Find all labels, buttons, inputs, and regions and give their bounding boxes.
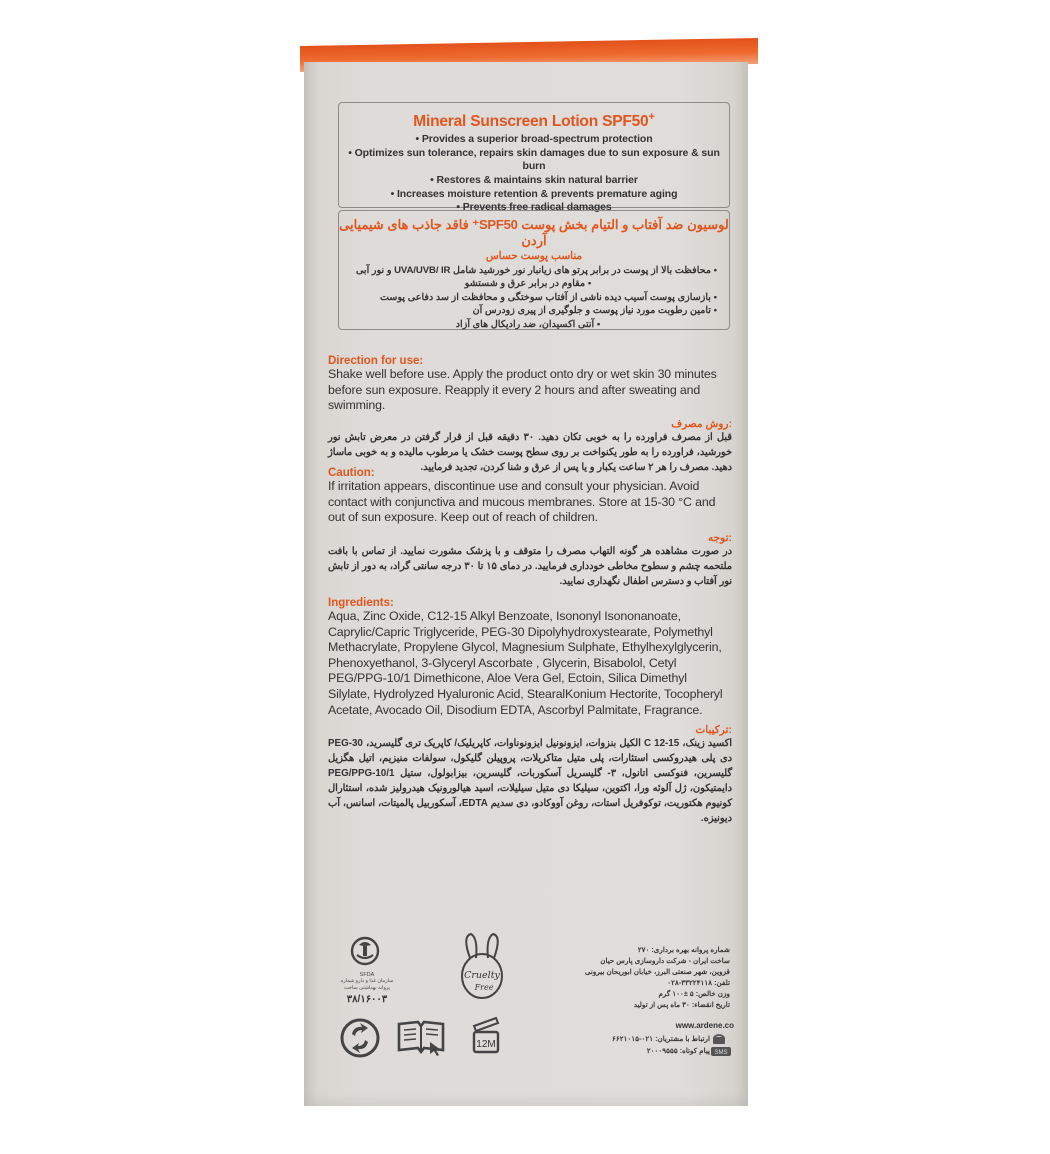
claim-item-fa: • مقاوم در برابر عرق و شستشو (339, 277, 717, 290)
claim-item: • Optimizes sun tolerance, repairs skin damages due to sun exposure & sun burn (339, 147, 729, 174)
info-line: قزوین، شهر صنعتی البرز، خیابان ابوریحان بیرونی (584, 967, 730, 976)
ingredients-text-fa: اکسید زینک، C 12-15 الکیل بنزوات، ایزونونیل ایزونوناوات، کاپریلیک/ کاپریک تری گلیسرید، PEG-30 دی پلی هیدروکسی استئارات، پلی متیل متاکریلات، پروپیلن گلیکول، سولفات منیزیم، اتیل هگزیل گلیسرین، فنوکسی اتانول، ۳- گلیسریل آسکوربات، گلیسرین، بیزابولول، ستیل PEG/PPG-10/1 دایمتیکون، ژل آلوئه ورا، اکتوین، سیلیکا دی متیل سیلیلات، اسید هیالورونیک هیدرولیز شده، استئارال کونیوم هکتوریت، توکوفریل استات، روغن آووکادو، دی سدیم EDTA، آسکوربیل پالمیتات، اسانس، آب دیونیزه. (328, 738, 733, 825)
svg-text:SMS: SMS (714, 1050, 728, 1056)
ingredients-heading: Ingredients: (328, 597, 394, 609)
info-line: تاریخ انقضاء: ۳۰ ماه پس از تولید (633, 1000, 730, 1009)
direction-text: Shake well before use. Apply the product onto dry or wet skin 30 minutes before sun exposure. Reapply it every 2 hours and after sweating and swimming. (328, 367, 717, 413)
direction-text-fa: قبل از مصرف فراورده را به خوبی تکان دهید. ۳۰ دقیقه قبل از قرار گرفتن در معرض تابش نور خورشید، فراورده را به طور یکنواخت بر روی سطح پوست خشک یا مرطوب مالیده و به خوبی ماساژ دهید. مصرف را هر ۲ ساعت یکبار و یا پس از عرق و شنا کردن، تجدید فرمایید. (328, 431, 732, 473)
info-line: وزن خالص: ۵ ±۱۰۰ گرم (658, 989, 730, 998)
claim-item: • Restores & maintains skin natural barrier (339, 174, 729, 188)
pao-jar-icon (470, 1016, 502, 1059)
persian-claims-list (339, 264, 729, 331)
caution-heading-fa: توجه: (708, 531, 732, 544)
claim-item-fa: • محافظت بالا از پوست در برابر پرتو های زیانبار نور خورشید شامل UVA/UVB/ IR و نور آبی (339, 264, 717, 277)
claim-item: • Provides a superior broad-spectrum protection (339, 133, 729, 147)
direction-section (328, 355, 732, 475)
sms-icon (711, 1045, 731, 1063)
english-claims-list (339, 133, 729, 215)
sms-line: پیام کوتاه: ۲۰۰۰۹۵۵۵ (646, 1046, 710, 1055)
info-line: شماره پروانه بهره برداری: ۲۷۰ (637, 945, 730, 954)
contact-info (534, 1020, 734, 1031)
read-leaflet-icon (396, 1018, 446, 1061)
claim-item-fa: • تامین رطوبت مورد نیاز پوست و جلوگیری از پیری زودرس آن (339, 304, 717, 317)
claim-item-fa: • آنتی اکسیدان، ضد رادیکال های آزاد (339, 318, 717, 331)
caution-heading: Caution: (328, 467, 375, 479)
sfda-caption: سازمان غذا و دارو شماره پروانه بهداشتی ساخت (340, 978, 394, 991)
cruelty-text: Cruelty (464, 970, 500, 981)
persian-claims-panel (338, 210, 730, 330)
manufacturer-info (522, 944, 730, 1010)
product-title: Mineral Sunscreen Lotion SPF50+ (413, 111, 655, 131)
info-line: ساخت ایران - شرکت داروسازی پارس حیان (600, 956, 730, 965)
ingredients-section (328, 597, 732, 826)
direction-heading-fa: روش مصرف: (671, 417, 732, 430)
product-title-fa: لوسیون ضد آفتاب و التیام بخش پوست SPF50⁺ فاقد جاذب های شیمیایی آردن (339, 217, 729, 248)
direction-heading: Direction for use: (328, 355, 424, 367)
caution-text-fa: در صورت مشاهده هر گونه التهاب مصرف را متوقف و با پزشک مشورت نمایید. از تماس با بافت ملتحمه چشم و سطوح مخاطی خودداری فرمایید. در دمای ۱۵ تا ۳۰ درجه سانتی گراد، به دور از تابش نور آفتاب و دسترس اطفال نگهداری نمایید. (328, 545, 733, 587)
english-claims-panel (338, 102, 730, 214)
phone-line: ارتباط با مشتریان: ۰۲۱-۶۶۲۱۰۱۵ (612, 1034, 710, 1043)
recycle-icon (340, 1018, 380, 1063)
product-subtitle-fa: مناسب پوست حساس (485, 250, 583, 262)
claim-item: • Prevents free radical damages (339, 201, 729, 215)
pao-text: 12M (476, 1039, 496, 1050)
claim-item: • Increases moisture retention & prevents premature aging (339, 188, 729, 202)
info-line: تلفن: ۳۳۲۲۴۱۱۸-۰۲۸ (667, 978, 730, 987)
caution-text: If irritation appears, discontinue use and consult your physician. Avoid contact with conjunctiva and mucous membranes. Store at 15-30 °C and out of sun exposure. Keep out of reach of children. (328, 479, 716, 525)
sfda-logo-icon (335, 935, 399, 1005)
caution-section (328, 467, 732, 589)
ingredients-heading-fa: ترکیبات: (695, 724, 732, 737)
license-number: ۳۸/۱۶۰۰۳ (346, 994, 388, 1005)
cruelty-free-bunny-icon (452, 928, 512, 1008)
sfda-label: SFDA (359, 972, 375, 978)
website-link[interactable]: www.ardene.co (675, 1021, 734, 1030)
free-text: Free (474, 983, 494, 992)
claim-item-fa: • بازسازی پوست آسیب دیده ناشی از آفتاب سوختگی و محافظت از سد دفاعی پوست (339, 291, 717, 304)
ingredients-text: Aqua, Zinc Oxide, C12-15 Alkyl Benzoate, Isononyl Isononanoate, Caprylic/Capric Triglyceride, PEG-30 Dipolyhydroxystearate, Polymethyl Methacrylate, Propylene Glycol, Magnesium Sulphate, Ethylhexylglycerin, Phenoxyethanol, 3-Glyceryl Ascorbate , Glycerin, Bisabolol, Cetyl PEG/PPG-10/1 Dimethicone, Aloe Vera Gel, Ectoin, Silica Dimethyl Silylate, Hydrolyzed Hyaluronic Acid, StearalKonium Hectorite, Tocopheryl Acetate, Avocado Oil, Disodium EDTA, Ascorbyl Palmitate, Fragrance. (328, 609, 723, 717)
